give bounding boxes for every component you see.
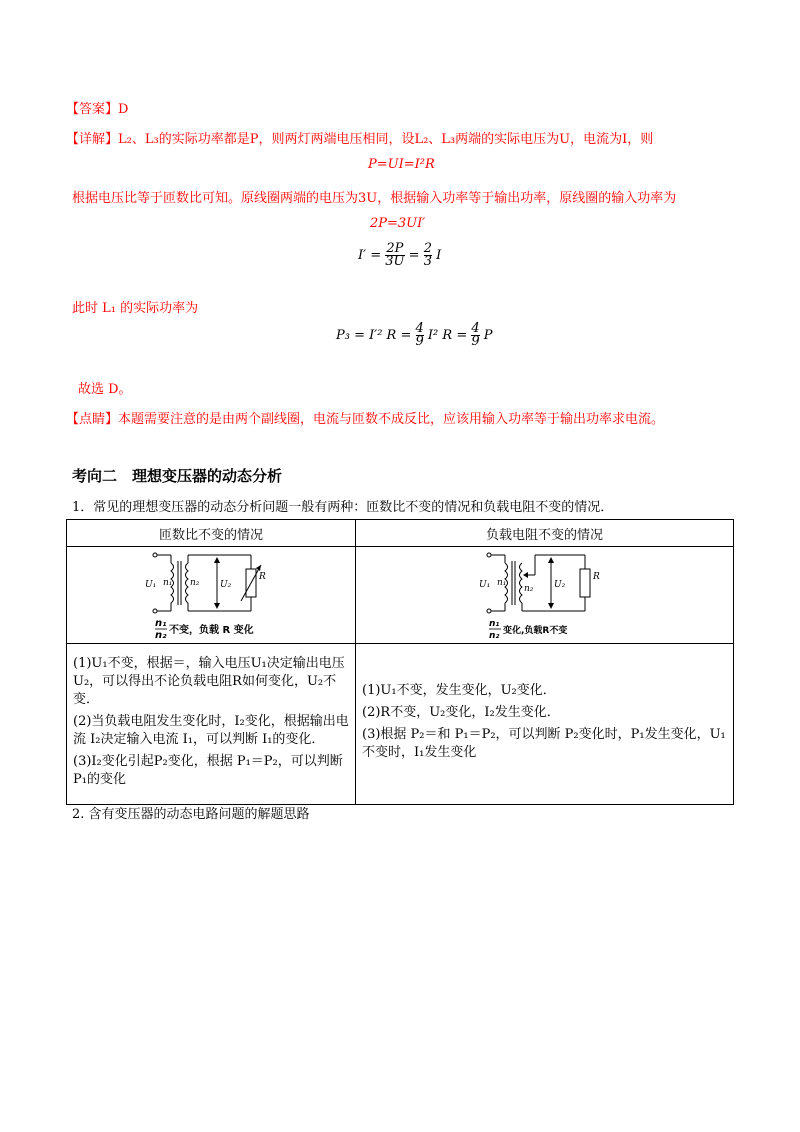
eq3-fraction-1 xyxy=(385,243,404,268)
detail-line-1 xyxy=(66,128,653,147)
figure-cell-1 xyxy=(67,547,356,644)
fig2-caption-num: n₁ xyxy=(488,619,499,629)
fig1-caption-text: 不变，负载 R 变化 xyxy=(169,625,254,636)
transformer-diagram-variable-ratio xyxy=(475,549,615,641)
equation-p3 xyxy=(336,323,493,348)
col1-header: 匝数比不变的情况 xyxy=(67,520,356,547)
eq4-fraction-2 xyxy=(471,323,479,348)
answer-value: D xyxy=(118,102,129,117)
col1-description xyxy=(67,644,356,805)
detail-line-3: 此时 L₁ 的实际功率为 xyxy=(72,301,199,316)
outro-text: 2. 含有变压器的动态电路问题的解题思路 xyxy=(72,807,310,822)
answer-line xyxy=(66,98,128,117)
col2-item-2: (2)R不变，U₂变化，I₂发生变化． xyxy=(362,705,560,720)
section-title: 考向二 理想变压器的动态分析 xyxy=(72,467,283,485)
comment-text: 本题需要注意的是由两个副线圈，电流与匝数不成反比，应该用输入功率等于输出功率求电流。 xyxy=(118,412,665,427)
fig1-u1-label: U₁ xyxy=(145,580,157,590)
fig1-caption-den: n₂ xyxy=(155,630,167,641)
detail-text-1: L₂、L₃的实际功率都是P，则两灯两端电压相同，设L₂、L₃两端的实际电压为U，电流为I，则 xyxy=(118,132,654,147)
eq3-num-1: 2P xyxy=(386,241,404,256)
figure-cell-2 xyxy=(356,547,734,644)
fig2-caption-text: 变化,负载R不变 xyxy=(502,626,567,636)
fig1-n1-label: n₁ xyxy=(163,578,173,588)
fig2-u1-label: U₁ xyxy=(478,580,490,590)
comment-label: 【点睛】 xyxy=(66,412,119,427)
equation-power: P=UI=I²R xyxy=(368,157,435,172)
eq3-den-2: 3 xyxy=(423,254,432,269)
comparison-table xyxy=(66,519,734,805)
equation-input-power: 2P=3UI′ xyxy=(370,216,426,231)
fig1-u2-label: U₂ xyxy=(220,580,232,590)
col2-item-1: (1)U₁不变，发生变化，U₂变化． xyxy=(362,683,556,698)
comment-line xyxy=(66,408,664,427)
eq4-num-1: 4 xyxy=(415,321,424,336)
fig2-caption-den: n₂ xyxy=(488,631,499,641)
intro-text: 1．常见的理想变压器的动态分析问题一般有两种：匝数比不变的情况和负载电阻不变的情况． xyxy=(72,500,614,515)
choose-line: 故选 D。 xyxy=(78,382,132,397)
eq3-tail: I xyxy=(436,248,442,263)
eq4-tail: P xyxy=(483,328,493,343)
col2-description xyxy=(356,644,734,805)
eq4-fraction-1 xyxy=(416,323,424,348)
eq4-lhs: P₃ = I′² R = xyxy=(336,328,412,343)
answer-label: 【答案】 xyxy=(66,102,119,117)
fig2-n1-label: n₁ xyxy=(496,578,506,588)
eq4-num-2: 4 xyxy=(471,321,480,336)
eq4-mid: I² R = xyxy=(427,328,468,343)
fig2-u2-label: U₂ xyxy=(553,580,565,590)
fig2-r-label: R xyxy=(592,572,600,582)
col1-item-1: (1)U₁不变，根据＝，输入电压U₁决定输出电压 U₂，可以得出不论负载电阻R如何变化，U₂不变． xyxy=(73,656,345,707)
detail-line-2: 根据电压比等于匝数比可知。原线圈两端的电压为3U，根据输入功率等于输出功率，原线圈的输入功率为 xyxy=(72,191,677,206)
col1-item-2: (2)当负载电阻发生变化时，I₂变化，根据输出电流 I₂决定输入电流 I₁，可以判断 I₁的变化． xyxy=(73,714,349,747)
fig1-r-label: R xyxy=(259,572,266,582)
col2-item-3: (3)根据 P₂＝和 P₁＝P₂，可以判断 P₂变化时，P₁发生变化，U₁不变时，I₁发生变化 xyxy=(362,727,726,760)
eq3-equals: = xyxy=(408,248,420,263)
eq4-den-1: 9 xyxy=(415,334,424,349)
eq4-den-2: 9 xyxy=(471,334,480,349)
eq3-den-1: 3U xyxy=(385,254,405,269)
eq3-fraction-2 xyxy=(424,243,432,268)
eq3-lhs: I′ = xyxy=(358,248,382,263)
col2-header: 负载电阻不变的情况 xyxy=(356,520,734,547)
col1-item-3: (3)I₂变化引起P₂变化，根据 P₁＝P₂，可以判断 P₁的变化 xyxy=(73,754,343,787)
detail-label: 【详解】 xyxy=(66,132,119,147)
fig2-n2-label: n₂ xyxy=(523,584,533,594)
fig1-caption-num: n₁ xyxy=(155,618,167,629)
eq3-num-2: 2 xyxy=(423,241,432,256)
transformer-diagram-variable-load xyxy=(141,549,281,641)
fig1-n2-label: n₂ xyxy=(190,578,200,588)
equation-current xyxy=(358,243,441,268)
